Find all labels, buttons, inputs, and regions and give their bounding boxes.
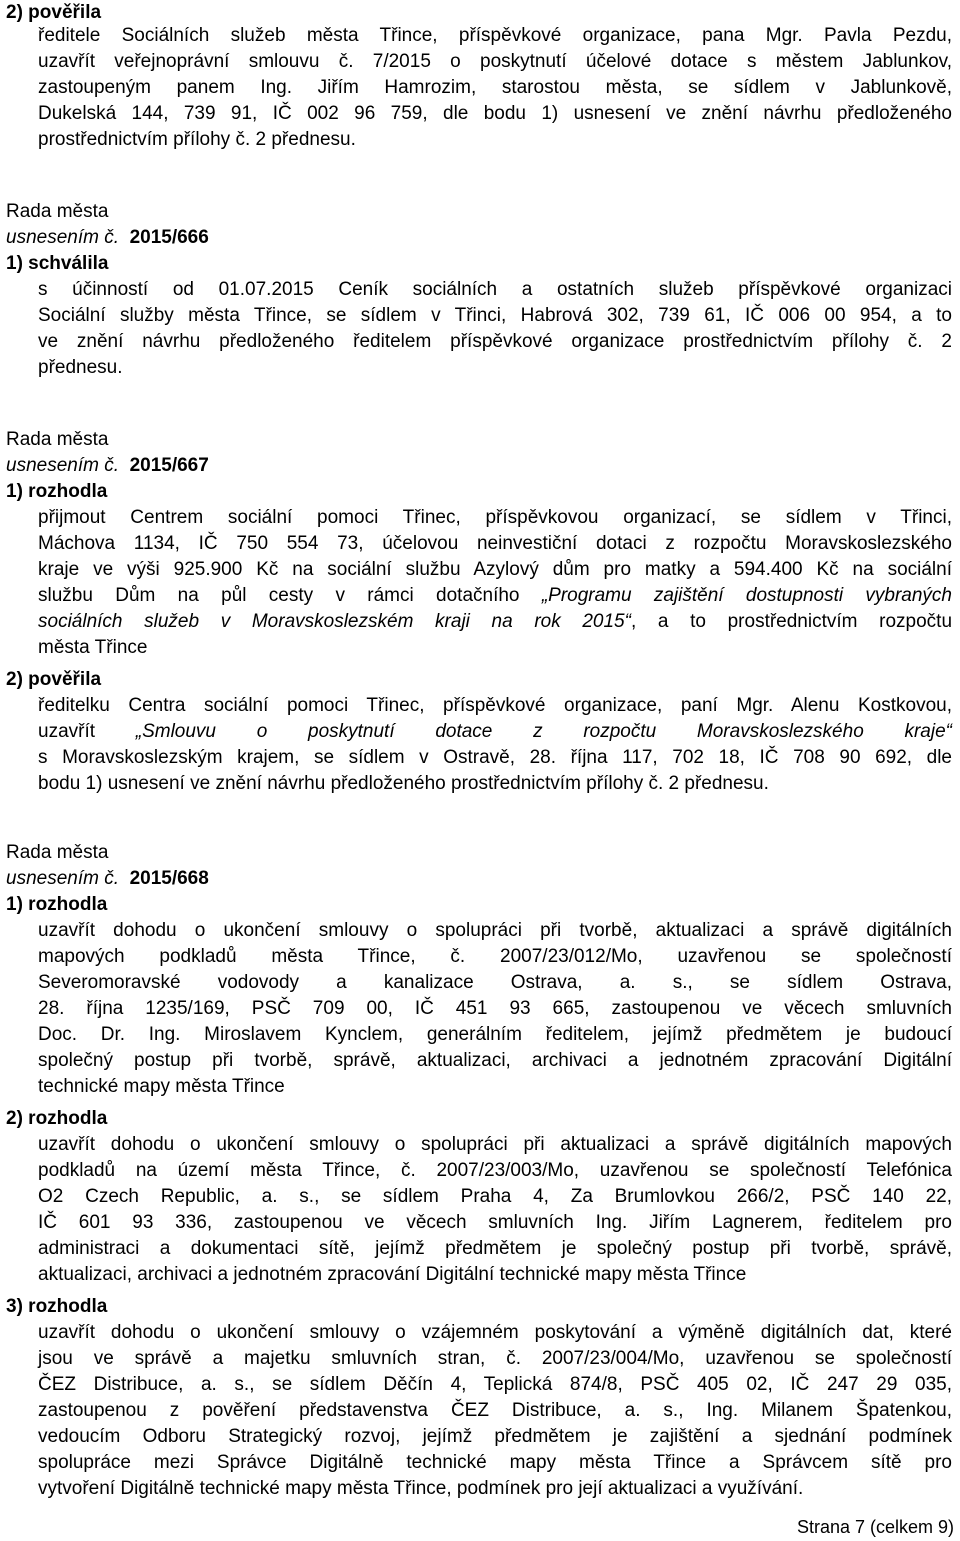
resolution-number-line: [6, 866, 209, 892]
page-number-footer: Strana 7 (celkem 9): [796, 1517, 954, 1537]
paragraph-line: uzavřít veřejnoprávní smlouvu č. 7/2015 o poskytnutí účelové dotace s městem Jablunkov,: [38, 51, 952, 72]
paragraph-line: ve znění návrhu předloženého ředitelem příspěvkové organizace prostřednictvím přílohy č. 2: [38, 331, 952, 352]
paragraph-line: vedoucím Odboru Strategický rozvoj, jejímž předmětem je zajištění a sjednání podmínek: [38, 1426, 952, 1447]
resolution-label: usnesením č.: [6, 455, 119, 476]
paragraph-line: O2 Czech Republic, a. s., se sídlem Praha 4, Za Brumlovkou 266/2, PSČ 140 22,: [38, 1186, 952, 1207]
text-run: službu Dům na půl cesty v rámci dotačního: [38, 585, 542, 606]
paragraph-line: jsou ve správě a majetku smluvních stran, č. 2007/23/004/Mo, uzavřenou se společností: [38, 1348, 952, 1369]
point-3-heading: 3) rozhodla: [6, 1296, 108, 1317]
council-label: Rada města: [6, 842, 109, 863]
resolution-number: 2015/668: [129, 868, 209, 889]
paragraph-line: Severomoravské vodovody a kanalizace Ostrava, a. s., se sídlem Ostrava,: [38, 972, 952, 993]
paragraph-line: města Třince: [38, 637, 148, 658]
paragraph-line: Dukelská 144, 739 91, IČ 002 96 759, dle bodu 1) usnesení ve znění návrhu předloženého: [38, 103, 952, 124]
council-label: Rada města: [6, 429, 109, 450]
council-label: Rada města: [6, 201, 109, 222]
paragraph-line: s Moravskoslezským krajem, se sídlem v Ostravě, 28. října 117, 702 18, IČ 708 90 692, dle: [38, 747, 952, 768]
paragraph-line: [38, 609, 952, 635]
point-1-heading: 1) rozhodla: [6, 481, 108, 502]
resolution-label: usnesením č.: [6, 227, 119, 248]
point-1-heading: 1) schválila: [6, 253, 109, 274]
paragraph-line: kraje ve výši 925.900 Kč na sociální službu Azylový dům pro matky a 594.400 Kč na sociální: [38, 559, 952, 580]
paragraph-line: přednesu.: [38, 357, 123, 378]
paragraph-line: mapových podkladů města Třince, č. 2007/23/012/Mo, uzavřenou se společností: [38, 946, 952, 967]
paragraph-line: Máchova 1134, IČ 750 554 73, účelovou neinvestiční dotaci z rozpočtu Moravskoslezského: [38, 533, 952, 554]
paragraph-line: uzavřít dohodu o ukončení smlouvy o spolupráci při tvorbě, aktualizaci a správě digitálních: [38, 920, 952, 941]
paragraph-line: podkladů na území města Třince, č. 2007/23/003/Mo, uzavřenou se společností Telefónica: [38, 1160, 952, 1181]
paragraph-line: [38, 719, 952, 745]
paragraph-line: 28. října 1235/169, PSČ 709 00, IČ 451 93 665, zastoupenou ve věcech smluvních: [38, 998, 952, 1019]
paragraph-line: administraci a dokumentaci sítě, jejímž předmětem je společný postup při tvorbě, správě,: [38, 1238, 952, 1259]
point-2-heading: 2) rozhodla: [6, 1108, 108, 1129]
paragraph-line: s účinností od 01.07.2015 Ceník sociálních a ostatních služeb příspěvkové organizaci: [38, 279, 952, 300]
point-2-heading: 2) pověřila: [6, 669, 102, 690]
paragraph-line: společný postup při tvorbě, správě, aktualizaci, archivaci a jednotném zpracování Digitální: [38, 1050, 952, 1071]
paragraph-line: uzavřít dohodu o ukončení smlouvy o vzájemném poskytování a výměně digitálních dat, které: [38, 1322, 952, 1343]
paragraph-line: ČEZ Distribuce, a. s., se sídlem Děčín 4, Teplická 874/8, PSČ 405 02, IČ 247 29 035,: [38, 1374, 952, 1395]
text-run: , a to prostřednictvím rozpočtu: [630, 611, 953, 632]
resolution-number-line: [6, 225, 209, 251]
resolution-number-line: [6, 453, 209, 479]
paragraph-line: zastoupenou z pověření představenstva ČEZ Distribuce, a. s., Ing. Milanem Špatenkou,: [38, 1400, 952, 1421]
paragraph-line: bodu 1) usnesení ve znění návrhu předloženého prostřednictvím přílohy č. 2 přednesu.: [38, 773, 769, 794]
resolution-number: 2015/666: [129, 227, 209, 248]
point-1-heading: 1) rozhodla: [6, 894, 108, 915]
program-title: sociálních služeb v Moravskoslezském kraji na rok 2015“: [38, 611, 631, 632]
paragraph-line: ředitelku Centra sociální pomoci Třinec, příspěvkové organizace, paní Mgr. Alenu Kostkovou,: [38, 695, 952, 716]
paragraph-line: uzavřít dohodu o ukončení smlouvy o spolupráci při aktualizaci a správě digitálních mapových: [38, 1134, 952, 1155]
resolution-number: 2015/667: [129, 455, 209, 476]
paragraph-line: Sociální služby města Třince, se sídlem v Třinci, Habrová 302, 739 61, IČ 006 00 954, a to: [38, 305, 952, 326]
paragraph-line: zastoupeným panem Ing. Jiřím Hamrozim, starostou města, se sídlem v Jablunkově,: [38, 77, 952, 98]
paragraph-line: ředitele Sociálních služeb města Třince, příspěvkové organizace, pana Mgr. Pavla Pezdu,: [38, 25, 952, 46]
contract-title: „Smlouvu o poskytnutí dotace z rozpočtu Moravskoslezského kraje“: [135, 721, 952, 742]
point-2-heading: 2) pověřila: [6, 2, 102, 23]
paragraph-line: vytvoření Digitálně technické mapy města Třince, podmínek pro její aktualizaci a využívání.: [38, 1478, 804, 1499]
paragraph-line: aktualizaci, archivaci a jednotném zpracování Digitální technické mapy města Třince: [38, 1264, 747, 1285]
paragraph-line: Doc. Dr. Ing. Miroslavem Kynclem, generálním ředitelem, jejímž předmětem je budoucí: [38, 1024, 952, 1045]
paragraph-line: prostřednictvím přílohy č. 2 přednesu.: [38, 129, 356, 150]
text-run: uzavřít: [38, 721, 136, 742]
paragraph-line: [38, 583, 952, 609]
resolution-label: usnesením č.: [6, 868, 119, 889]
paragraph-line: spolupráce mezi Správce Digitálně technické mapy města Třince a Správcem sítě pro: [38, 1452, 952, 1473]
program-title: „Programu zajištění dostupnosti vybraných: [541, 585, 952, 606]
paragraph-line: technické mapy města Třince: [38, 1076, 285, 1097]
paragraph-line: přijmout Centrem sociální pomoci Třinec, příspěvkovou organizací, se sídlem v Třinci,: [38, 507, 952, 528]
paragraph-line: IČ 601 93 336, zastoupenou ve věcech smluvních Ing. Jiřím Lagnerem, ředitelem pro: [38, 1212, 952, 1233]
